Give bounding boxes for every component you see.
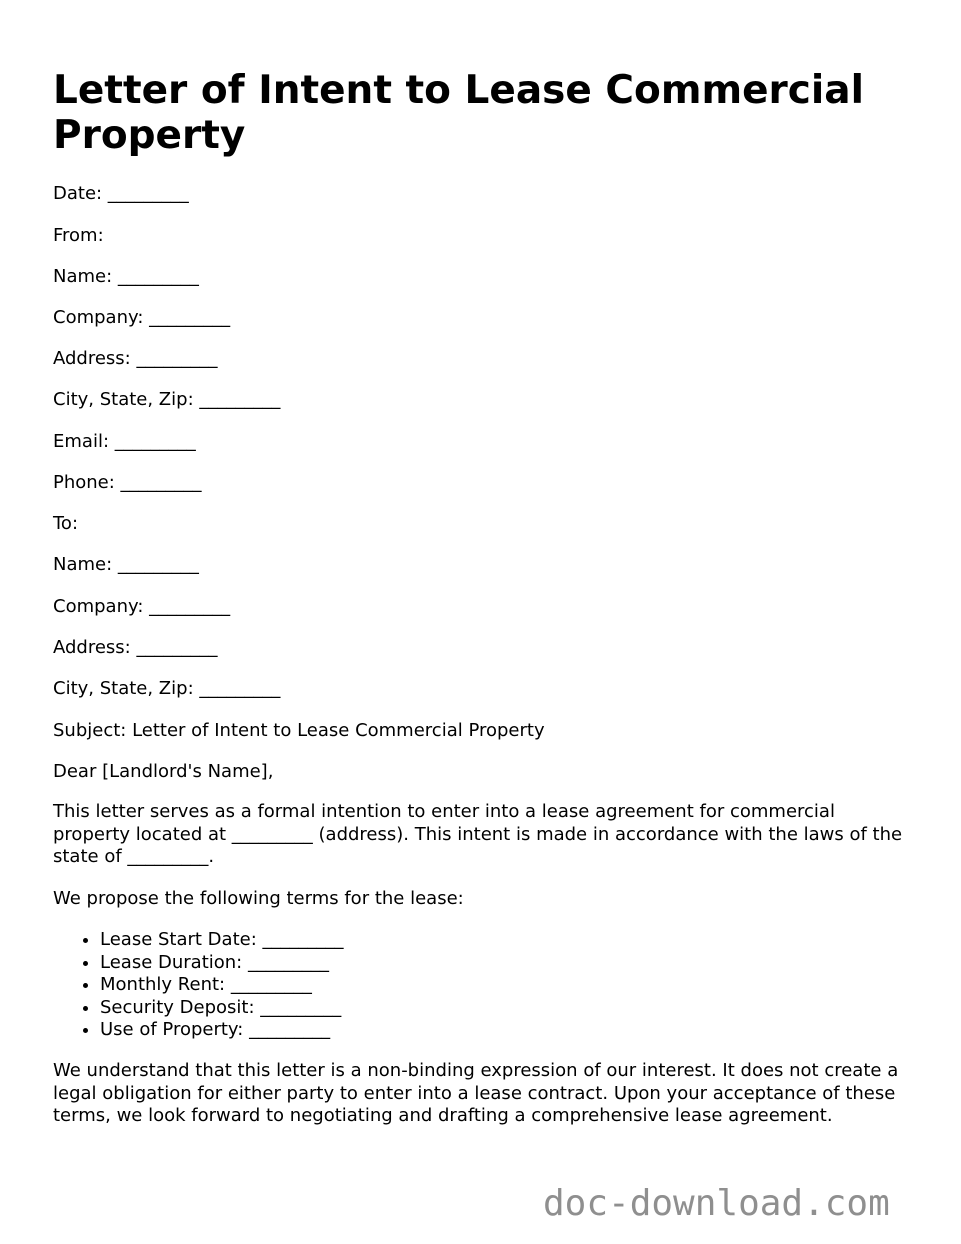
terms-list	[53, 929, 344, 1042]
to-name: Name: _________	[53, 554, 199, 575]
intro-paragraph: This letter serves as a formal intention to enter into a lease agreement for commercial property located at _________ (address). This intent is made in accordance with the laws of the state of _________.	[53, 801, 903, 867]
term-item-monthly-rent: • Monthly Rent: _________	[100, 974, 344, 997]
subject-line: Subject: Letter of Intent to Lease Commercial Property	[53, 720, 545, 741]
to-company: Company: _________	[53, 596, 231, 617]
from-company: Company: _________	[53, 307, 231, 328]
date-line: Date: _________	[53, 183, 189, 204]
from-name: Name: _________	[53, 266, 199, 287]
from-phone: Phone: _________	[53, 472, 202, 493]
term-item-use-of-property: • Use of Property: _________	[100, 1019, 344, 1042]
term-item-lease-duration: • Lease Duration: _________	[100, 952, 344, 975]
watermark: doc-download.com	[543, 1183, 890, 1224]
from-city-state-zip: City, State, Zip: _________	[53, 389, 281, 410]
terms-intro: We propose the following terms for the lease:	[53, 888, 464, 909]
from-address: Address: _________	[53, 348, 218, 369]
from-email: Email: _________	[53, 431, 196, 452]
term-item-security-deposit: • Security Deposit: _________	[100, 997, 344, 1020]
to-address: Address: _________	[53, 637, 218, 658]
page-title: Letter of Intent to Lease Commercial Property	[53, 68, 864, 158]
salutation: Dear [Landlord's Name],	[53, 761, 274, 782]
term-item-lease-start-date: • Lease Start Date: _________	[100, 929, 344, 952]
from-label: From:	[53, 225, 104, 246]
to-city-state-zip: City, State, Zip: _________	[53, 678, 281, 699]
to-label: To:	[53, 513, 79, 534]
closing-paragraph: We understand that this letter is a non-binding expression of our interest. It does not create a legal obligation for either party to enter into a lease contract. Upon your acceptance of these terms, we look forward to negotiating and drafting a comprehensive lease agreement.	[53, 1060, 899, 1126]
